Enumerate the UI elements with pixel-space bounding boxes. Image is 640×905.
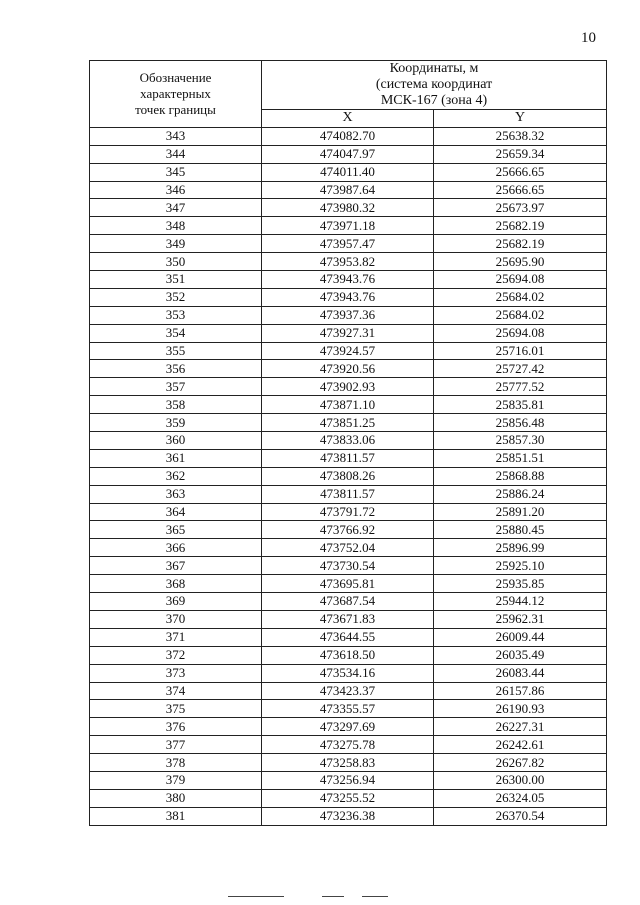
- table-row: [90, 575, 607, 593]
- point-cell: 381: [90, 807, 262, 825]
- y-column-header: Y: [434, 110, 607, 128]
- point-cell: 370: [90, 610, 262, 628]
- y-cell: 25886.24: [434, 485, 607, 503]
- x-cell: 473275.78: [262, 736, 434, 754]
- table-row: [90, 324, 607, 342]
- x-cell: 473256.94: [262, 771, 434, 789]
- y-cell: 25880.45: [434, 521, 607, 539]
- x-cell: 473851.25: [262, 414, 434, 432]
- y-cell: 25944.12: [434, 593, 607, 611]
- y-cell: 25851.51: [434, 449, 607, 467]
- x-cell: 473943.76: [262, 271, 434, 289]
- y-cell: 25684.02: [434, 306, 607, 324]
- point-cell: 367: [90, 557, 262, 575]
- point-cell: 366: [90, 539, 262, 557]
- x-cell: 473920.56: [262, 360, 434, 378]
- point-cell: 373: [90, 664, 262, 682]
- y-cell: 25935.85: [434, 575, 607, 593]
- coordinates-table: [89, 60, 607, 826]
- x-cell: 473687.54: [262, 593, 434, 611]
- y-cell: 25835.81: [434, 396, 607, 414]
- y-cell: 25682.19: [434, 217, 607, 235]
- point-cell: 357: [90, 378, 262, 396]
- y-cell: 25694.08: [434, 324, 607, 342]
- point-cell: 365: [90, 521, 262, 539]
- y-cell: 26035.49: [434, 646, 607, 664]
- x-cell: 473980.32: [262, 199, 434, 217]
- y-cell: 26370.54: [434, 807, 607, 825]
- point-cell: 374: [90, 682, 262, 700]
- point-cell: 344: [90, 145, 262, 163]
- point-cell: 354: [90, 324, 262, 342]
- table-row: [90, 521, 607, 539]
- point-cell: 369: [90, 593, 262, 611]
- y-cell: 25857.30: [434, 432, 607, 450]
- x-cell: 474047.97: [262, 145, 434, 163]
- point-cell: 358: [90, 396, 262, 414]
- x-cell: 473833.06: [262, 432, 434, 450]
- x-cell: 473924.57: [262, 342, 434, 360]
- point-cell: 372: [90, 646, 262, 664]
- point-header-line: Обозначение: [139, 69, 212, 85]
- x-cell: 473957.47: [262, 235, 434, 253]
- x-cell: 473355.57: [262, 700, 434, 718]
- y-cell: 25891.20: [434, 503, 607, 521]
- table-body: [90, 127, 607, 825]
- point-cell: 359: [90, 414, 262, 432]
- point-cell: 375: [90, 700, 262, 718]
- footer-rule-marks: [0, 896, 640, 898]
- point-cell: 346: [90, 181, 262, 199]
- x-cell: 473971.18: [262, 217, 434, 235]
- page-number: 10: [581, 30, 596, 46]
- y-cell: 26083.44: [434, 664, 607, 682]
- table-row: [90, 181, 607, 199]
- table-row: [90, 396, 607, 414]
- x-cell: 473953.82: [262, 253, 434, 271]
- table-row: [90, 718, 607, 736]
- table-row: [90, 342, 607, 360]
- table-row: [90, 288, 607, 306]
- table-row: [90, 414, 607, 432]
- point-cell: 361: [90, 449, 262, 467]
- table-row: [90, 199, 607, 217]
- table-row: [90, 593, 607, 611]
- x-cell: 473766.92: [262, 521, 434, 539]
- point-cell: 356: [90, 360, 262, 378]
- y-cell: 25682.19: [434, 235, 607, 253]
- table-row: [90, 235, 607, 253]
- coordinates-column-header: [262, 61, 607, 110]
- y-cell: 25962.31: [434, 610, 607, 628]
- x-cell: 473943.76: [262, 288, 434, 306]
- table-row: [90, 646, 607, 664]
- point-cell: 348: [90, 217, 262, 235]
- y-cell: 25666.65: [434, 163, 607, 181]
- coords-header-line: Координаты, м: [389, 61, 479, 76]
- y-cell: 25777.52: [434, 378, 607, 396]
- x-cell: 473236.38: [262, 807, 434, 825]
- point-cell: 376: [90, 718, 262, 736]
- table-row: [90, 485, 607, 503]
- point-cell: 345: [90, 163, 262, 181]
- table-row: [90, 378, 607, 396]
- table-row: [90, 771, 607, 789]
- x-cell: 473752.04: [262, 539, 434, 557]
- x-cell: 474011.40: [262, 163, 434, 181]
- x-cell: 473618.50: [262, 646, 434, 664]
- y-cell: 26300.00: [434, 771, 607, 789]
- table-row: [90, 807, 607, 825]
- y-cell: 26267.82: [434, 754, 607, 772]
- table-row: [90, 789, 607, 807]
- table-row: [90, 682, 607, 700]
- table-row: [90, 467, 607, 485]
- point-cell: 343: [90, 127, 262, 145]
- coords-header-line: (система координат: [375, 77, 493, 92]
- table-row: [90, 503, 607, 521]
- point-cell: 364: [90, 503, 262, 521]
- x-cell: 473937.36: [262, 306, 434, 324]
- point-cell: 350: [90, 253, 262, 271]
- y-cell: 25659.34: [434, 145, 607, 163]
- y-cell: 25695.90: [434, 253, 607, 271]
- table-row: [90, 432, 607, 450]
- point-cell: 352: [90, 288, 262, 306]
- x-cell: 473644.55: [262, 628, 434, 646]
- y-cell: 25694.08: [434, 271, 607, 289]
- x-cell: 473871.10: [262, 396, 434, 414]
- x-cell: 473730.54: [262, 557, 434, 575]
- y-cell: 26190.93: [434, 700, 607, 718]
- point-cell: 371: [90, 628, 262, 646]
- y-cell: 26157.86: [434, 682, 607, 700]
- point-cell: 380: [90, 789, 262, 807]
- point-cell: 355: [90, 342, 262, 360]
- table-row: [90, 557, 607, 575]
- x-cell: 473811.57: [262, 485, 434, 503]
- x-cell: 473423.37: [262, 682, 434, 700]
- x-cell: 473791.72: [262, 503, 434, 521]
- y-cell: 25856.48: [434, 414, 607, 432]
- x-cell: 473811.57: [262, 449, 434, 467]
- table-row: [90, 628, 607, 646]
- x-cell: 473297.69: [262, 718, 434, 736]
- x-cell: 473695.81: [262, 575, 434, 593]
- y-cell: 25673.97: [434, 199, 607, 217]
- point-cell: 362: [90, 467, 262, 485]
- x-cell: 473671.83: [262, 610, 434, 628]
- point-cell: 379: [90, 771, 262, 789]
- y-cell: 26242.61: [434, 736, 607, 754]
- point-cell: 347: [90, 199, 262, 217]
- x-cell: 473927.31: [262, 324, 434, 342]
- table-row: [90, 449, 607, 467]
- point-header-line: точек границы: [135, 101, 216, 117]
- table-row: [90, 306, 607, 324]
- point-cell: 368: [90, 575, 262, 593]
- y-cell: 25896.99: [434, 539, 607, 557]
- table-row: [90, 539, 607, 557]
- x-cell: 473902.93: [262, 378, 434, 396]
- y-cell: 25868.88: [434, 467, 607, 485]
- x-cell: 474082.70: [262, 127, 434, 145]
- y-cell: 26227.31: [434, 718, 607, 736]
- point-cell: 360: [90, 432, 262, 450]
- point-cell: 353: [90, 306, 262, 324]
- point-cell: 378: [90, 754, 262, 772]
- point-cell: 349: [90, 235, 262, 253]
- table-row: [90, 754, 607, 772]
- table-row: [90, 271, 607, 289]
- y-cell: 25716.01: [434, 342, 607, 360]
- point-cell: 363: [90, 485, 262, 503]
- y-cell: 26009.44: [434, 628, 607, 646]
- table-row: [90, 736, 607, 754]
- y-cell: 25684.02: [434, 288, 607, 306]
- y-cell: 25638.32: [434, 127, 607, 145]
- x-cell: 473255.52: [262, 789, 434, 807]
- table-row: [90, 145, 607, 163]
- table-row: [90, 127, 607, 145]
- table-row: [90, 664, 607, 682]
- table-row: [90, 610, 607, 628]
- x-column-header: X: [262, 110, 434, 128]
- point-header-line: характерных: [140, 85, 211, 101]
- y-cell: 26324.05: [434, 789, 607, 807]
- table-row: [90, 700, 607, 718]
- point-cell: 377: [90, 736, 262, 754]
- table-row: [90, 163, 607, 181]
- y-cell: 25925.10: [434, 557, 607, 575]
- x-cell: 473258.83: [262, 754, 434, 772]
- y-cell: 25727.42: [434, 360, 607, 378]
- x-cell: 473534.16: [262, 664, 434, 682]
- table-row: [90, 253, 607, 271]
- coords-header-line: МСК-167 (зона 4): [380, 93, 488, 108]
- x-cell: 473808.26: [262, 467, 434, 485]
- point-cell: 351: [90, 271, 262, 289]
- y-cell: 25666.65: [434, 181, 607, 199]
- table-header: [90, 61, 607, 128]
- point-column-header: [90, 61, 262, 128]
- table-row: [90, 217, 607, 235]
- x-cell: 473987.64: [262, 181, 434, 199]
- table-row: [90, 360, 607, 378]
